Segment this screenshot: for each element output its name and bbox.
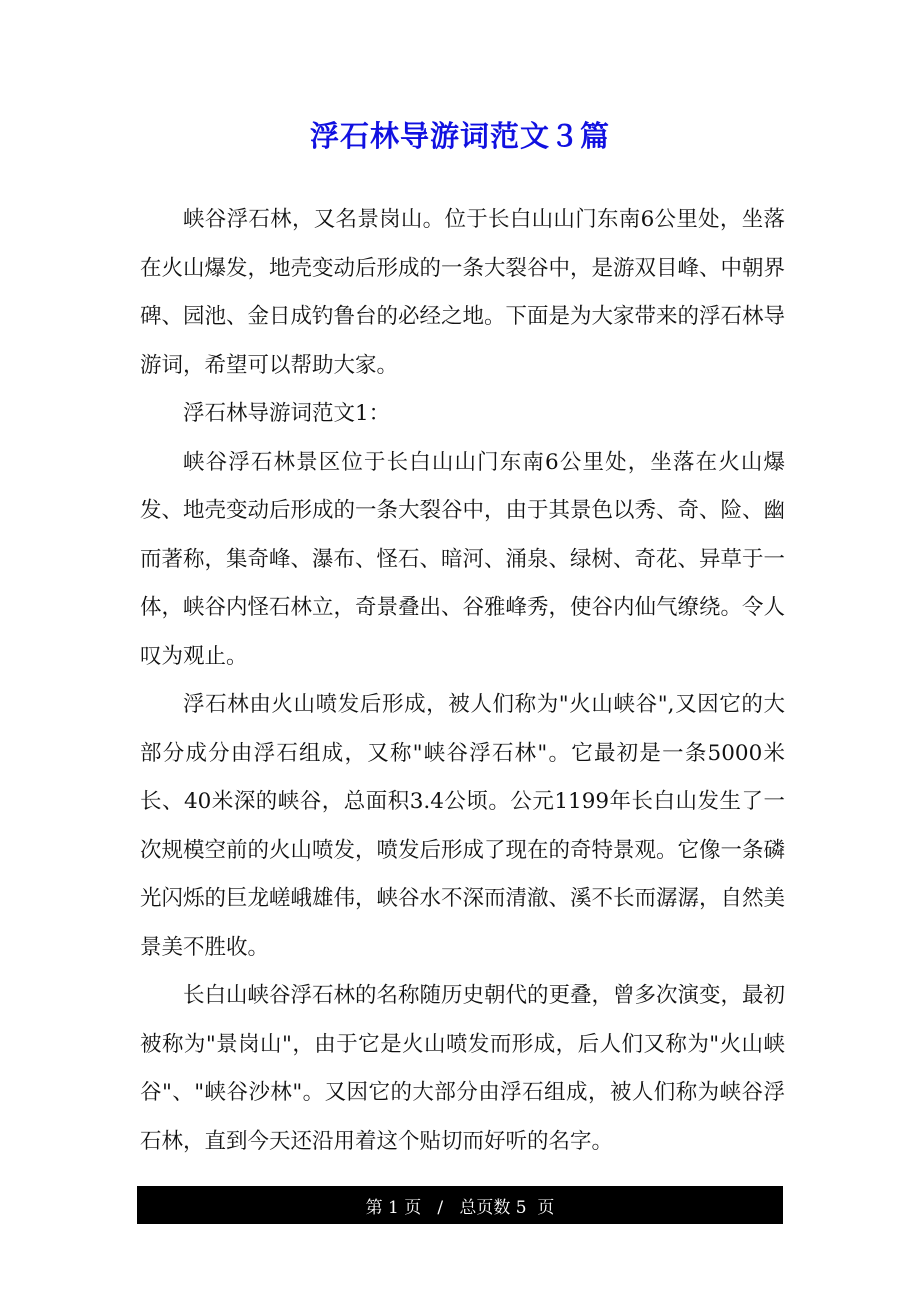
- paragraph-intro: 峡谷浮石林，又名景岗山。位于长白山山门东南6公里处，坐落在火山爆发，地壳变动后形成的一条大裂谷中，是游双目峰、中朝界碑、园池、金日成钓鲁台的必经之地。下面是为大家带来的浮石林导游词，希望可以帮助大家。: [140, 207, 786, 378]
- document-body: [140, 196, 785, 1166]
- paragraph-scenic-area: 峡谷浮石林景区位于长白山山门东南6公里处，坐落在火山爆发、地壳变动后形成的一条大裂谷中，由于其景色以秀、奇、险、幽而著称，集奇峰、瀑布、怪石、暗河、涌泉、绿树、奇花、异草于一体，峡谷内怪石林立，奇景叠出、谷雅峰秀，使谷内仙气缭绕。令人叹为观止。: [140, 449, 786, 669]
- paragraph-name-history: 长白山峡谷浮石林的名称随历史朝代的更叠，曾多次演变，最初被称为"景岗山"，由于它是火山喷发而形成，后人们又称为"火山峡谷"、"峡谷沙林"。又因它的大部分由浮石组成，被人们称为峡谷浮石林，直到今天还沿用着这个贴切而好听的名字。: [140, 983, 786, 1154]
- document-title: 浮石林导游词范文３篇: [309, 119, 610, 153]
- page-number-indicator: 第 1 页 / 总页数 5 页: [365, 1197, 555, 1218]
- paragraph-section-heading: 浮石林导游词范文1：: [183, 401, 391, 426]
- paragraph-formation: 浮石林由火山喷发后形成，被人们称为"火山峡谷",又因它的大部分成分由浮石组成，又称"峡谷浮石林"。它最初是一条5000米长、40米深的峡谷，总面积3.4公顷。公元1199年长白山发生了一次规模空前的火山喷发，喷发后形成了现在的奇特景观。它像一条磷光闪烁的巨龙嵯峨雄伟，峡谷水不深而清澈、溪不长而潺潺，自然美景美不胜收。: [140, 692, 786, 960]
- page-footer: [137, 1186, 783, 1224]
